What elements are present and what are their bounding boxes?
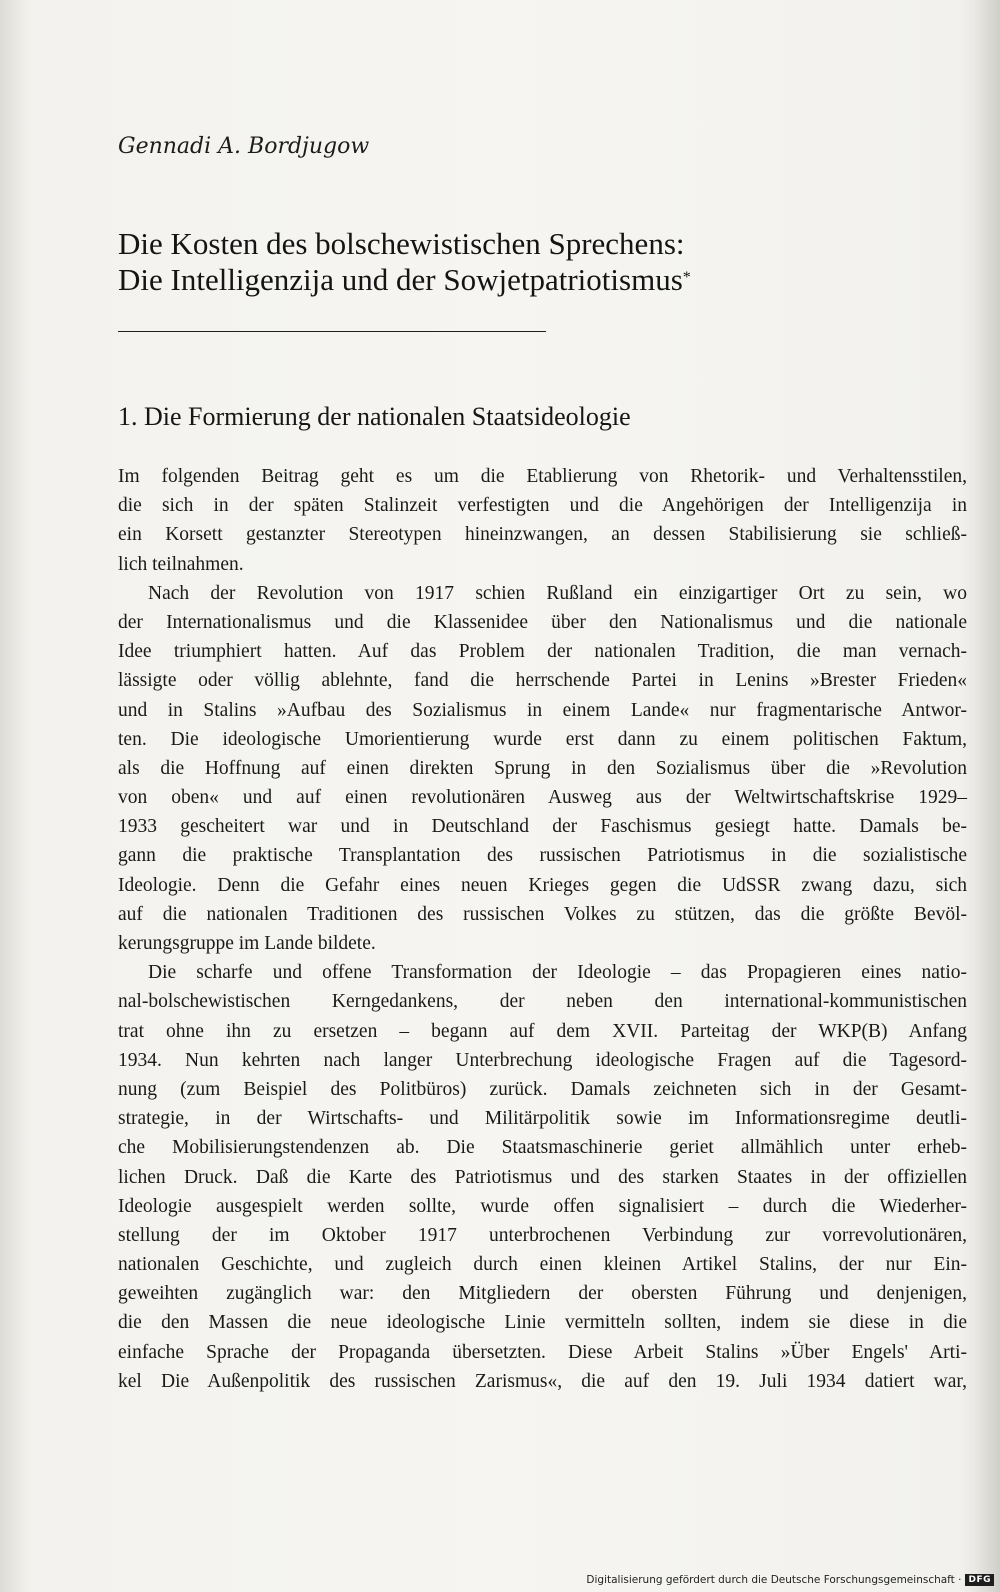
text-line: ten. Die ideologische Umorientierung wurde erst dann zu einem politischen Faktum, [118, 728, 967, 750]
text-line: che Mobilisierungstendenzen ab. Die Staatsmaschinerie geriet allmählich unter erheb- [118, 1137, 967, 1159]
chapter-title-line-2: Die Intelligenzija und der Sowjetpatriotismus* [118, 262, 691, 297]
text-line: lässigte oder völlig ablehnte, fand die herrschende Partei in Lenins »Brester Frieden« [118, 670, 967, 692]
text-line: lich teilnahmen. [118, 553, 244, 575]
text-line: Idee triumphiert hatten. Auf das Problem der nationalen Tradition, die man vernach- [118, 641, 967, 663]
text-line: als die Hoffnung auf einen direkten Sprung in den Sozialismus über die »Revolution [118, 757, 967, 779]
chapter-title-line-1: Die Kosten des bolschewistischen Sprechens: [118, 226, 685, 261]
text-line: 1934. Nun kehrten nach langer Unterbrechung ideologische Fragen auf die Tagesord- [118, 1049, 967, 1071]
text-line: 1933 gescheitert war und in Deutschland der Faschismus gesiegt hatte. Damals be- [118, 816, 967, 838]
text-line: nal-bolschewistischen Kerngedankens, der neben den international-kommunistischen [118, 991, 967, 1013]
text-line: Nach der Revolution von 1917 schien Rußland ein einzigartiger Ort zu sein, wo [148, 582, 967, 604]
author-name: Gennadi A. Bordjugow [118, 134, 370, 159]
text-line: Ideologie. Denn die Gefahr eines neuen Krieges gegen die UdSSR zwang dazu, sich [118, 874, 967, 896]
text-line: Die scharfe und offene Transformation der Ideologie – das Propagieren eines natio- [148, 962, 967, 984]
text-line: nung (zum Beispiel des Politbüros) zurück. Damals zeichneten sich in der Gesamt- [118, 1078, 967, 1100]
text-line: von oben« und auf einen revolutionären Ausweg aus der Weltwirtschaftskrise 1929– [118, 787, 967, 809]
text-line: gann die praktische Transplantation des russischen Patriotismus in die sozialistische [118, 845, 967, 867]
chapter-title [118, 226, 691, 298]
text-line: die sich in der späten Stalinzeit verfestigten und die Angehörigen der Intelligenzija in [118, 495, 967, 517]
text-line: trat ohne ihn zu ersetzen – begann auf dem XVII. Parteitag der WKP(B) Anfang [118, 1020, 967, 1042]
text-line: kel Die Außenpolitik des russischen Zarismus«, die auf den 19. Juli 1934 datiert war, [118, 1370, 967, 1392]
text-line: geweihten zugänglich war: den Mitgliedern der obersten Führung und denjenigen, [118, 1283, 967, 1305]
text-line: Im folgenden Beitrag geht es um die Etablierung von Rhetorik- und Verhaltensstilen, [118, 466, 967, 487]
text-line: lichen Druck. Daß die Karte des Patriotismus und des starken Staates in der offiziellen [118, 1166, 967, 1188]
body-text [118, 462, 967, 1396]
text-line: stellung der im Oktober 1917 unterbrochenen Verbindung zur vorrevolutionären, [118, 1224, 967, 1246]
text-line: die den Massen die neue ideologische Linie vermitteln sollten, indem sie diese in die [118, 1312, 967, 1334]
text-line: und in Stalins »Aufbau des Sozialismus in einem Lande« nur fragmentarische Antwor- [118, 699, 967, 721]
text-line: einfache Sprache der Propaganda übersetzten. Diese Arbeit Stalins »Über Engels' Arti- [118, 1341, 967, 1363]
title-divider [118, 331, 546, 332]
text-line: der Internationalismus und die Klassenidee über den Nationalismus und die nationale [118, 611, 967, 633]
text-line: kerungsgruppe im Lande bildete. [118, 933, 376, 954]
digitization-credit [586, 1574, 994, 1586]
dfg-logo-icon: DFG [965, 1574, 994, 1586]
footnote-marker[interactable]: * [682, 269, 691, 286]
text-line: auf die nationalen Traditionen des russischen Volkes zu stützen, das die größte Bevöl- [118, 903, 967, 925]
text-line: nationalen Geschichte, und zugleich durch einen kleinen Artikel Stalins, der nur Ein- [118, 1254, 967, 1276]
page-gutter-shadow [972, 0, 1000, 1592]
text-line: Ideologie ausgespielt werden sollte, wurde offen signalisiert – durch die Wiederher- [118, 1195, 967, 1217]
section-heading: 1. Die Formierung der nationalen Staatsideologie [118, 402, 631, 431]
credit-text: Digitalisierung gefördert durch die Deutsche Forschungsgemeinschaft · [586, 1574, 962, 1586]
text-line: ein Korsett gestanzter Stereotypen hineinzwangen, an dessen Stabilisierung sie schließ- [118, 524, 967, 546]
text-line: strategie, in der Wirtschafts- und Militärpolitik sowie im Informationsregime deutli- [118, 1108, 967, 1130]
